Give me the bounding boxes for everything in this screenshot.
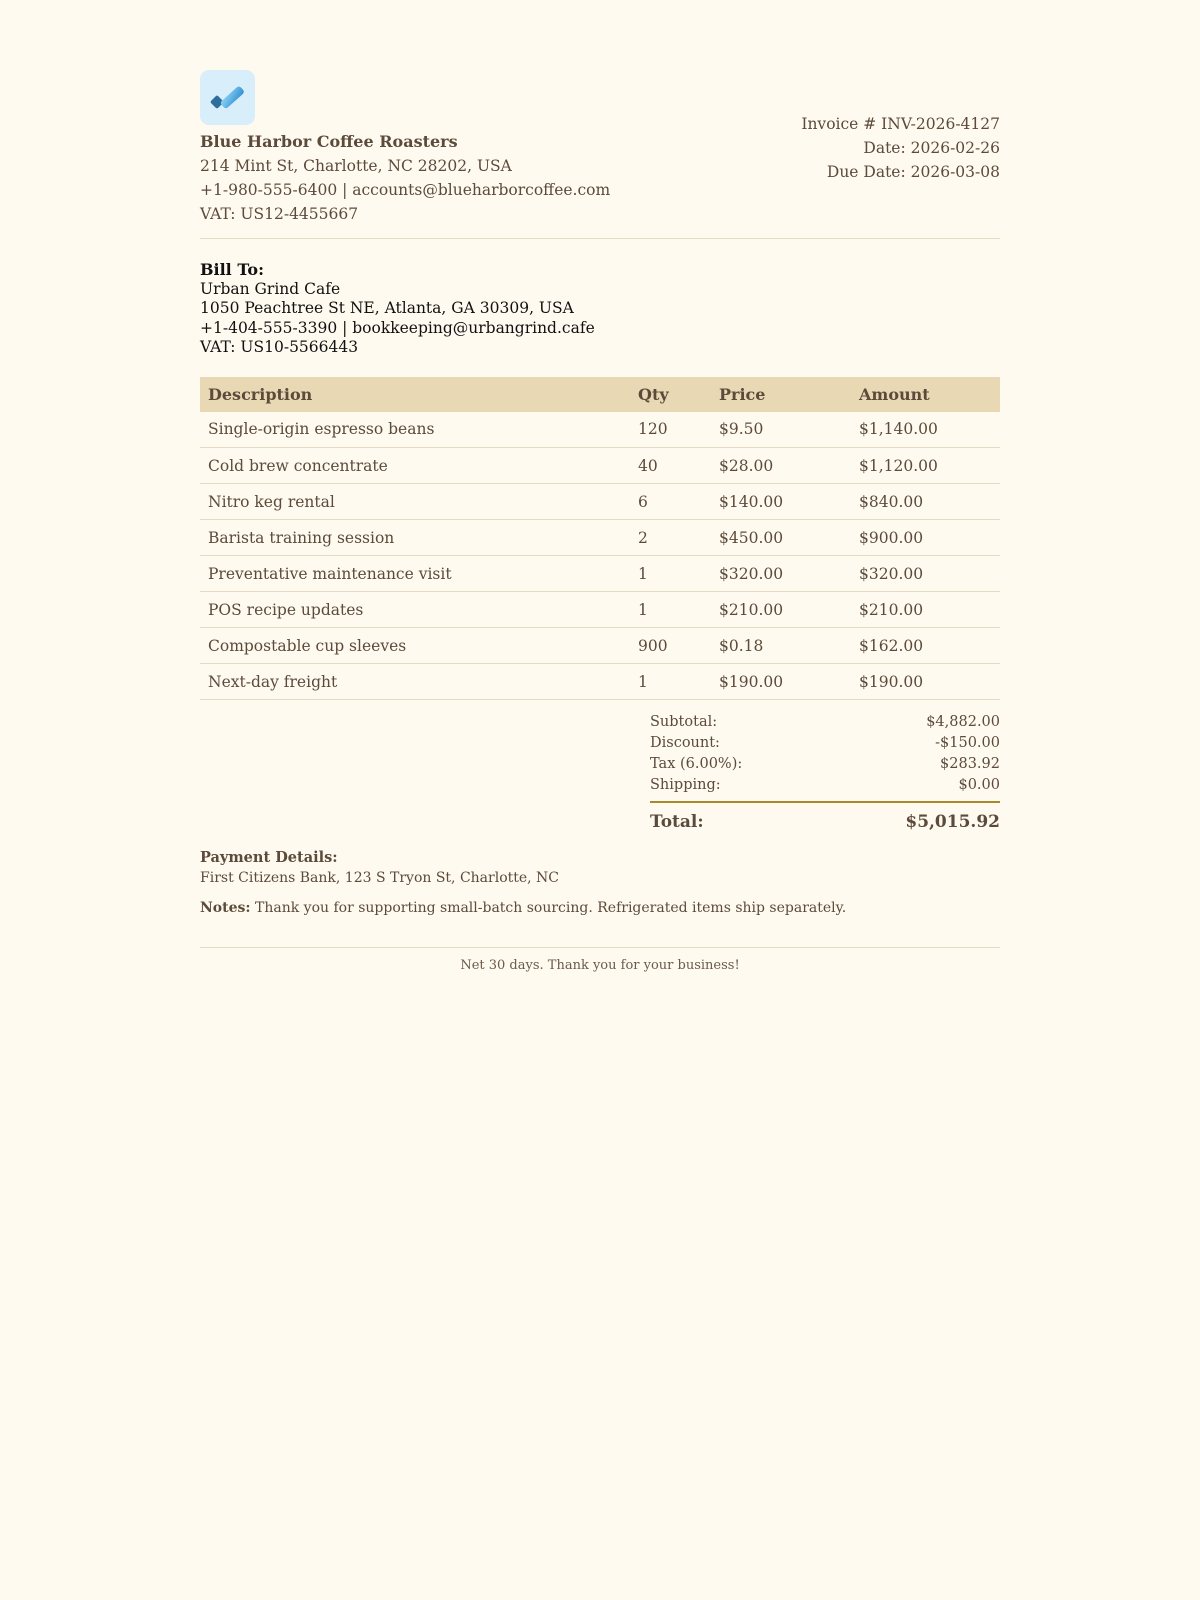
item-price: $320.00: [711, 556, 851, 592]
tax-label: Tax (6.00%):: [650, 756, 743, 772]
payment-details-text: First Citizens Bank, 123 S Tryon St, Charlotte, NC: [200, 870, 560, 886]
notes-text: Thank you for supporting small-batch sourcing. Refrigerated items ship separately.: [255, 900, 847, 916]
shipping-row: [650, 775, 1000, 796]
seller-name: Blue Harbor Coffee Roasters: [200, 132, 458, 151]
table-row: [200, 520, 1000, 556]
column-header-price: Price: [711, 377, 851, 412]
item-amount: $1,140.00: [851, 412, 1000, 448]
item-amount: $900.00: [851, 520, 1000, 556]
footer-divider: [200, 947, 1000, 948]
item-description: Single-origin espresso beans: [200, 412, 630, 448]
table-row: [200, 628, 1000, 664]
bill-to-vat: VAT: US10-5566443: [200, 338, 359, 356]
item-description: Preventative maintenance visit: [200, 556, 630, 592]
item-description: Next-day freight: [200, 664, 630, 700]
invoice-due-date: Due Date: 2026-03-08: [826, 163, 1000, 181]
item-qty: 40: [630, 448, 711, 484]
item-price: $210.00: [711, 592, 851, 628]
item-qty: 1: [630, 556, 711, 592]
item-description: Compostable cup sleeves: [200, 628, 630, 664]
seller-contact: +1-980-555-6400 | accounts@blueharborcoffee.com: [200, 181, 611, 199]
table-header-row: [200, 377, 1000, 412]
subtotal-label: Subtotal:: [650, 714, 718, 730]
total-label: Total:: [650, 812, 704, 832]
discount-value: -$150.00: [935, 735, 1000, 751]
item-description: Nitro keg rental: [200, 484, 630, 520]
item-qty: 1: [630, 664, 711, 700]
seller-info: [200, 130, 610, 226]
item-qty: 1: [630, 592, 711, 628]
invoice-meta: [801, 112, 1000, 184]
line-items-table: [200, 377, 1000, 701]
column-header-description: Description: [200, 377, 630, 412]
bill-to-label: Bill To:: [200, 260, 264, 279]
item-price: $190.00: [711, 664, 851, 700]
item-amount: $210.00: [851, 592, 1000, 628]
table-row: [200, 556, 1000, 592]
grand-total-row: [650, 803, 1000, 835]
item-amount: $1,120.00: [851, 448, 1000, 484]
item-price: $0.18: [711, 628, 851, 664]
discount-label: Discount:: [650, 735, 720, 751]
item-price: $450.00: [711, 520, 851, 556]
shipping-label: Shipping:: [650, 777, 721, 793]
item-price: $140.00: [711, 484, 851, 520]
bill-to-address: 1050 Peachtree St NE, Atlanta, GA 30309, USA: [200, 299, 574, 317]
item-amount: $190.00: [851, 664, 1000, 700]
checkmark-logo-icon: [200, 70, 255, 125]
invoice-number: Invoice # INV-2026-4127: [801, 115, 1000, 133]
seller-vat: VAT: US12-4455667: [200, 205, 359, 223]
item-price: $9.50: [711, 412, 851, 448]
discount-row: [650, 733, 1000, 754]
item-description: Barista training session: [200, 520, 630, 556]
notes: [200, 898, 1000, 919]
subtotal-value: $4,882.00: [926, 714, 1000, 730]
shipping-value: $0.00: [958, 777, 1000, 793]
tax-row: [650, 754, 1000, 775]
seller-address: 214 Mint St, Charlotte, NC 28202, USA: [200, 157, 512, 175]
tax-value: $283.92: [940, 756, 1000, 772]
payment-details: [200, 847, 1000, 889]
invoice-date: Date: 2026-02-26: [863, 139, 1000, 157]
total-value: $5,015.92: [905, 812, 1000, 832]
payment-details-label: Payment Details:: [200, 849, 338, 866]
item-description: Cold brew concentrate: [200, 448, 630, 484]
column-header-qty: Qty: [630, 377, 711, 412]
item-price: $28.00: [711, 448, 851, 484]
header-divider: [200, 238, 1000, 239]
notes-label: Notes:: [200, 900, 251, 916]
item-amount: $320.00: [851, 556, 1000, 592]
item-amount: $840.00: [851, 484, 1000, 520]
bill-to-name: Urban Grind Cafe: [200, 279, 341, 298]
item-qty: 2: [630, 520, 711, 556]
table-row: [200, 592, 1000, 628]
item-qty: 900: [630, 628, 711, 664]
invoice-header: [200, 70, 1000, 238]
table-row: [200, 448, 1000, 484]
totals-block: [650, 712, 1000, 835]
column-header-amount: Amount: [851, 377, 1000, 412]
table-row: [200, 664, 1000, 700]
bill-to: [200, 260, 1000, 358]
item-amount: $162.00: [851, 628, 1000, 664]
table-row: [200, 484, 1000, 520]
item-qty: 120: [630, 412, 711, 448]
item-qty: 6: [630, 484, 711, 520]
item-description: POS recipe updates: [200, 592, 630, 628]
invoice-page: [200, 70, 1000, 973]
subtotal-row: [650, 712, 1000, 733]
bill-to-contact: +1-404-555-3390 | bookkeeping@urbangrind.cafe: [200, 318, 595, 337]
footer-text: Net 30 days. Thank you for your business!: [460, 958, 740, 973]
table-row: [200, 412, 1000, 448]
